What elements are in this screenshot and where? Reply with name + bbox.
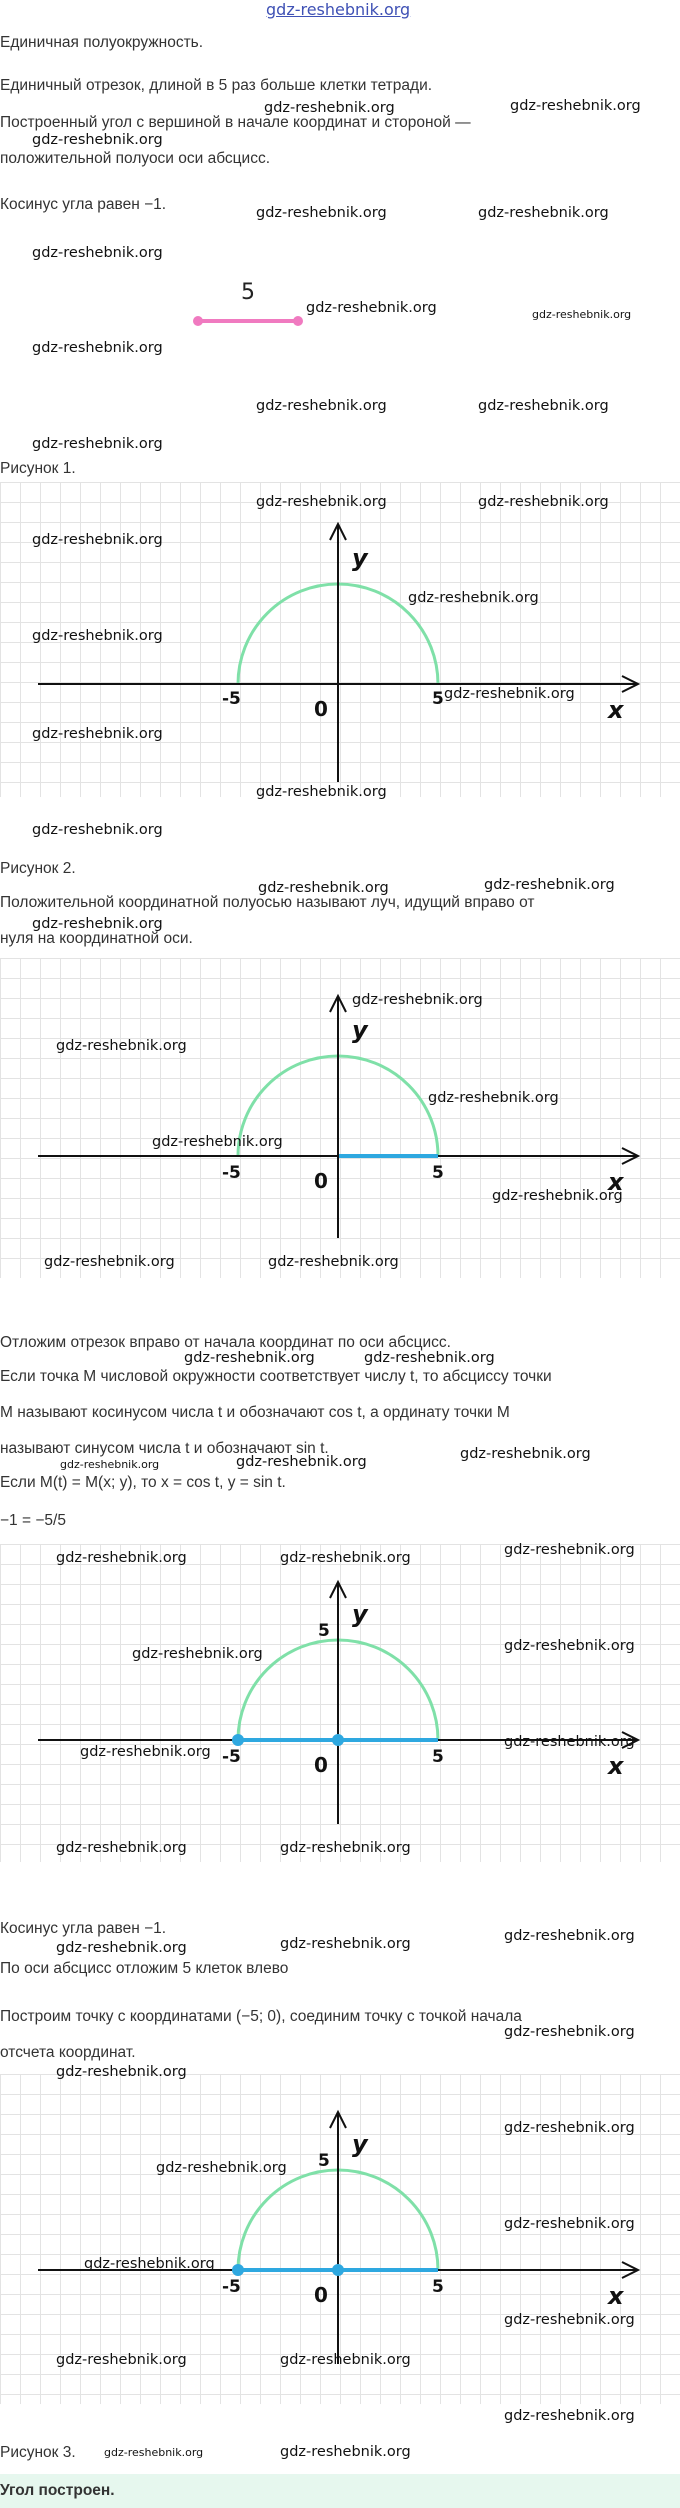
watermark: gdz-reshebnik.org bbox=[56, 1940, 187, 1956]
tick-neg5: -5 bbox=[222, 1163, 241, 1183]
watermark: gdz-reshebnik.org bbox=[32, 726, 163, 742]
watermark: gdz-reshebnik.org bbox=[408, 590, 539, 606]
watermark: gdz-reshebnik.org bbox=[56, 1840, 187, 1856]
watermark: gdz-reshebnik.org bbox=[60, 1458, 160, 1471]
watermark: gdz-reshebnik.org bbox=[484, 877, 615, 893]
watermark: gdz-reshebnik.org bbox=[56, 2064, 187, 2080]
y-tick-5: 5 bbox=[318, 2151, 330, 2171]
watermark: gdz-reshebnik.org bbox=[504, 1928, 635, 1944]
watermark: gdz-reshebnik.org bbox=[32, 436, 163, 452]
y-label: y bbox=[352, 2130, 368, 2158]
watermark: gdz-reshebnik.org bbox=[444, 686, 575, 702]
watermark: gdz-reshebnik.org bbox=[156, 2160, 287, 2176]
watermark: gdz-reshebnik.org bbox=[184, 1350, 315, 1366]
line-definition-b: M называют косинусом числа t и обозначают cos t, а ординату точки M bbox=[0, 1404, 510, 1421]
watermark: gdz-reshebnik.org bbox=[280, 2444, 411, 2460]
figure-3-caption: Рисунок 3. bbox=[0, 2444, 76, 2461]
figure-2-caption: Рисунок 2. bbox=[0, 860, 76, 877]
watermark: gdz-reshebnik.org bbox=[32, 916, 163, 932]
y-label: y bbox=[352, 544, 368, 572]
watermark: gdz-reshebnik.org bbox=[504, 1734, 635, 1750]
watermark: gdz-reshebnik.org bbox=[56, 2352, 187, 2368]
watermark: gdz-reshebnik.org bbox=[256, 398, 387, 414]
origin-label: 0 bbox=[314, 2283, 328, 2307]
watermark: gdz-reshebnik.org bbox=[510, 98, 641, 114]
y-label: y bbox=[352, 1016, 368, 1044]
line-unit-semicircle: Единичная полуокружность. bbox=[0, 34, 204, 51]
watermark: gdz-reshebnik.org bbox=[492, 1188, 623, 1204]
tick-neg5: -5 bbox=[222, 2277, 241, 2297]
watermark: gdz-reshebnik.org bbox=[84, 2256, 215, 2272]
watermark: gdz-reshebnik.org bbox=[280, 2352, 411, 2368]
watermark: gdz-reshebnik.org bbox=[32, 132, 163, 148]
x-label: x bbox=[608, 2282, 624, 2310]
segment-end-point bbox=[293, 316, 303, 326]
line-fraction: −1 = −5/5 bbox=[0, 1512, 66, 1529]
line-unit-segment: Единичный отрезок, длиной в 5 раз больше клетки тетради. bbox=[0, 77, 433, 94]
watermark: gdz-reshebnik.org bbox=[152, 1134, 283, 1150]
watermark: gdz-reshebnik.org bbox=[352, 992, 483, 1008]
watermark: gdz-reshebnik.org bbox=[504, 1638, 635, 1654]
watermark: gdz-reshebnik.org bbox=[104, 2446, 204, 2459]
watermark: gdz-reshebnik.org bbox=[504, 2312, 635, 2328]
line-cosine: Косинус угла равен −1. bbox=[0, 196, 167, 213]
watermark: gdz-reshebnik.org bbox=[364, 1350, 495, 1366]
tick-neg5: -5 bbox=[222, 1747, 241, 1767]
watermark: gdz-reshebnik.org bbox=[504, 2216, 635, 2232]
watermark: gdz-reshebnik.org bbox=[32, 340, 163, 356]
line-definition-a: Если точка M числовой окружности соответствует числу t, то абсциссу точки bbox=[0, 1368, 552, 1385]
line-angle-a: Построенный угол с вершиной в начале координат и стороной — bbox=[0, 114, 471, 131]
line-build-point-b: отсчета координат. bbox=[0, 2044, 136, 2061]
watermark: gdz-reshebnik.org bbox=[132, 1646, 263, 1662]
watermark: gdz-reshebnik.org bbox=[460, 1446, 591, 1462]
x-label: x bbox=[608, 1168, 624, 1196]
tick-neg5: -5 bbox=[222, 689, 241, 709]
watermark: gdz-reshebnik.org bbox=[280, 1550, 411, 1566]
watermark: gdz-reshebnik.org bbox=[268, 1254, 399, 1270]
origin-label: 0 bbox=[314, 1169, 328, 1193]
segment-start-point bbox=[193, 316, 203, 326]
tick-pos5: 5 bbox=[432, 2277, 444, 2297]
watermark: gdz-reshebnik.org bbox=[280, 1936, 411, 1952]
y-tick-5: 5 bbox=[318, 1621, 330, 1641]
figure-3a-plot bbox=[0, 1544, 680, 1862]
unit-segment-figure bbox=[180, 275, 320, 335]
final-note: Угол построен. bbox=[0, 2482, 115, 2499]
point-neg5 bbox=[232, 1734, 244, 1746]
watermark: gdz-reshebnik.org bbox=[236, 1454, 367, 1470]
watermark: gdz-reshebnik.org bbox=[32, 822, 163, 838]
watermark: gdz-reshebnik.org bbox=[56, 1038, 187, 1054]
watermark: gdz-reshebnik.org bbox=[280, 1840, 411, 1856]
line-definition-c: называют синусом числа t и обозначают sin t. bbox=[0, 1440, 329, 1457]
watermark: gdz-reshebnik.org bbox=[256, 494, 387, 510]
origin-label: 0 bbox=[314, 697, 328, 721]
watermark: gdz-reshebnik.org bbox=[478, 398, 609, 414]
watermark: gdz-reshebnik.org bbox=[32, 532, 163, 548]
watermark: gdz-reshebnik.org bbox=[256, 205, 387, 221]
point-origin bbox=[332, 2264, 344, 2276]
origin-label: 0 bbox=[314, 1753, 328, 1777]
tick-pos5: 5 bbox=[432, 689, 444, 709]
segment-label: 5 bbox=[241, 280, 255, 305]
line-angle-b: положительной полуоси оси абсцисс. bbox=[0, 150, 271, 167]
watermark: gdz-reshebnik.org bbox=[256, 784, 387, 800]
watermark: gdz-reshebnik.org bbox=[306, 300, 437, 316]
y-label: y bbox=[352, 1600, 368, 1628]
watermark: gdz-reshebnik.org bbox=[44, 1254, 175, 1270]
line-count-cells: По оси абсцисс отложим 5 клеток влево bbox=[0, 1960, 289, 1977]
line-lay-segment: Отложим отрезок вправо от начала координат по оси абсцисс. bbox=[0, 1334, 451, 1351]
figure-1-caption: Рисунок 1. bbox=[0, 460, 76, 477]
watermark: gdz-reshebnik.org bbox=[532, 308, 632, 321]
watermark: gdz-reshebnik.org bbox=[504, 2024, 635, 2040]
watermark: gdz-reshebnik.org bbox=[504, 1542, 635, 1558]
line-positive-halfaxis-a: Положительной координатной полуосью называют луч, идущий вправо от bbox=[0, 894, 535, 911]
watermark: gdz-reshebnik.org bbox=[428, 1090, 559, 1106]
point-origin bbox=[332, 1734, 344, 1746]
point-neg5 bbox=[232, 2264, 244, 2276]
x-label: x bbox=[608, 696, 624, 724]
line-cosine-2: Косинус угла равен −1. bbox=[0, 1920, 167, 1937]
figure-2-plot bbox=[0, 958, 680, 1278]
top-watermark[interactable]: gdz-reshebnik.org bbox=[266, 0, 411, 19]
watermark: gdz-reshebnik.org bbox=[80, 1744, 211, 1760]
watermark: gdz-reshebnik.org bbox=[32, 245, 163, 261]
line-positive-halfaxis-b: нуля на координатной оси. bbox=[0, 930, 193, 947]
x-label: x bbox=[608, 1752, 624, 1780]
watermark: gdz-reshebnik.org bbox=[504, 2120, 635, 2136]
watermark: gdz-reshebnik.org bbox=[258, 880, 389, 896]
line-formula: Если M(t) = M(x; y), то x = cos t, y = sin t. bbox=[0, 1474, 286, 1491]
line-build-point-a: Построим точку с координатами (−5; 0), соединим точку с точкой начала bbox=[0, 2008, 522, 2025]
watermark: gdz-reshebnik.org bbox=[56, 1550, 187, 1566]
tick-pos5: 5 bbox=[432, 1747, 444, 1767]
tick-pos5: 5 bbox=[432, 1163, 444, 1183]
watermark: gdz-reshebnik.org bbox=[478, 494, 609, 510]
watermark: gdz-reshebnik.org bbox=[264, 100, 395, 116]
watermark: gdz-reshebnik.org bbox=[478, 205, 609, 221]
watermark: gdz-reshebnik.org bbox=[32, 628, 163, 644]
watermark: gdz-reshebnik.org bbox=[504, 2408, 635, 2424]
